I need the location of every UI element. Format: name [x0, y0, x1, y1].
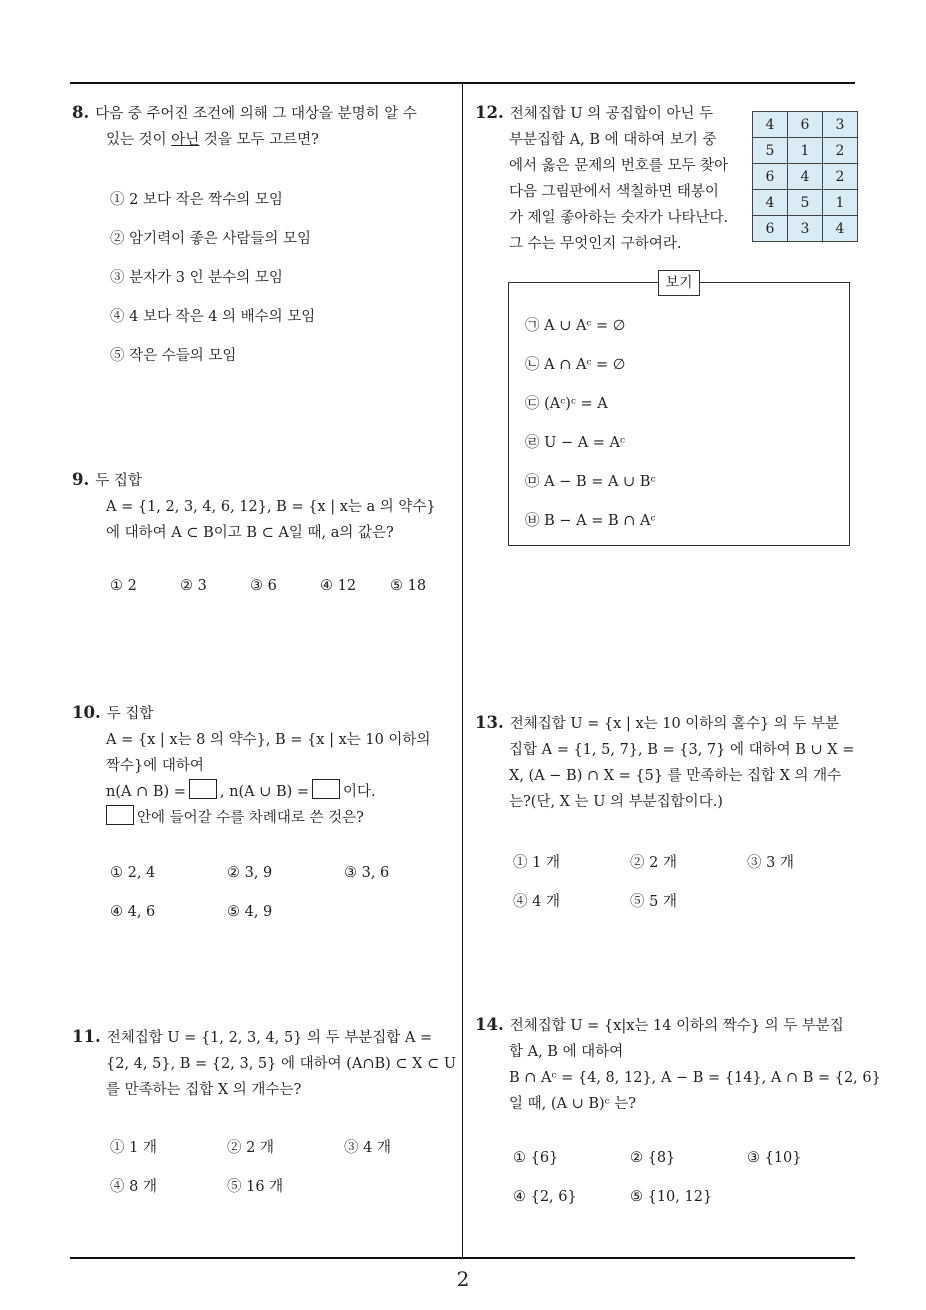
choice-option[interactable]: ② 3 [180, 578, 207, 594]
question-text: 가 제일 좋아하는 숫자가 나타난다. [509, 210, 729, 226]
question-number: 12. [475, 103, 504, 122]
question-14 [475, 1012, 881, 1117]
question-text: 는?(단, X 는 U 의 부분집합이다.) [509, 794, 723, 810]
grid-cell: 4 [788, 164, 823, 190]
question-text: X, (A − B) ∩ X = {5} 를 만족하는 집합 X 의 개수 [509, 768, 842, 784]
grid-cell: 4 [753, 190, 788, 216]
grid-row [753, 216, 858, 242]
grid-cell: 1 [823, 190, 858, 216]
choice-option[interactable]: ② {8} [630, 1150, 676, 1166]
question-text: 전체집합 U = {x|x는 14 이하의 짝수} 의 두 부분집 [509, 1018, 844, 1034]
question-text: 에 대하여 A ⊂ B이고 B ⊂ A일 때, a의 값은? [106, 525, 394, 541]
question-text: 에서 옳은 문제의 번호를 모두 찾아 [509, 158, 729, 174]
bogi-item: ㉥ B − A = B ∩ Aᶜ [525, 513, 656, 529]
choice-option[interactable]: ⑤ 18 [390, 578, 427, 594]
question-9 [72, 467, 458, 546]
question-text: 합 A, B 에 대하여 [509, 1044, 624, 1060]
choice-option[interactable]: ④ 4 보다 작은 4 의 배수의 모임 [110, 309, 316, 325]
grid-row [753, 164, 858, 190]
question-text: B ∩ Aᶜ = {4, 8, 12}, A − B = {14}, A ∩ B = {2, 6} [509, 1070, 881, 1086]
page-number: 2 [456, 1267, 470, 1291]
question-12 [475, 100, 747, 257]
answer-blank-box [312, 779, 340, 799]
grid-cell: 6 [788, 112, 823, 138]
choice-option[interactable]: ③ 4 개 [344, 1140, 391, 1156]
question-number: 14. [475, 1015, 504, 1034]
question-11 [72, 1024, 458, 1103]
choice-option[interactable]: ④ 4, 6 [110, 904, 156, 920]
bogi-item: ㉣ U − A = Aᶜ [525, 435, 626, 451]
choice-option[interactable]: ③ 분자가 3 인 분수의 모임 [110, 270, 283, 286]
grid-cell: 5 [788, 190, 823, 216]
choice-option[interactable]: ① 2 [110, 578, 137, 594]
question-text: 전체집합 U = {x | x는 10 이하의 홀수} 의 두 부분 [509, 716, 840, 732]
choice-option[interactable]: ⑤ 16 개 [227, 1179, 284, 1195]
choice-option[interactable]: ② 2 개 [227, 1140, 274, 1156]
question-text: 다음 그림판에서 색칠하면 태봉이 [509, 184, 719, 200]
question-text: 부분집합 A, B 에 대하여 보기 중 [509, 132, 717, 148]
bogi-title: 보기 [658, 270, 700, 296]
question-13 [475, 710, 861, 815]
grid-cell: 5 [753, 138, 788, 164]
choice-option[interactable]: ② 암기력이 좋은 사람들의 모임 [110, 231, 312, 247]
choice-option[interactable]: ④ 8 개 [110, 1179, 157, 1195]
question-text: 다음 중 주어진 조건에 의해 그 대상을 분명히 알 수 [95, 106, 417, 122]
question-text: 두 집합 [95, 473, 142, 489]
grid-cell: 4 [823, 216, 858, 242]
choice-option[interactable]: ① {6} [513, 1150, 559, 1166]
bottom-rule [70, 1257, 855, 1259]
grid-cell: 3 [823, 112, 858, 138]
choice-option[interactable]: ⑤ 5 개 [630, 894, 677, 910]
question-text: 일 때, (A ∪ B)ᶜ 는? [509, 1096, 637, 1112]
answer-blank-box [189, 779, 217, 799]
underlined-word: 아닌 [171, 132, 200, 148]
choice-option[interactable]: ② 3, 9 [227, 865, 273, 881]
choice-option[interactable]: ③ {10} [747, 1150, 802, 1166]
choice-option[interactable]: ④ 12 [320, 578, 357, 594]
question-text: 전체집합 U = {1, 2, 3, 4, 5} 의 두 부분집합 A = [106, 1030, 433, 1046]
bogi-item: ㉠ A ∪ Aᶜ = ∅ [525, 318, 626, 334]
choice-option[interactable]: ④ 4 개 [513, 894, 560, 910]
question-number: 9. [72, 470, 90, 489]
grid-cell: 1 [788, 138, 823, 164]
grid-cell: 2 [823, 138, 858, 164]
choice-option[interactable]: ③ 3 개 [747, 855, 794, 871]
bogi-box [508, 275, 850, 546]
grid-cell: 2 [823, 164, 858, 190]
choice-option[interactable]: ③ 6 [250, 578, 277, 594]
grid-cell: 3 [788, 216, 823, 242]
question-8: 8. 다음 중 주어진 조건에 의해 그 대상을 분명히 알 수 있는 것이 아닌 것을 모두 고르면? [72, 103, 417, 148]
column-divider [462, 83, 463, 1258]
choice-option[interactable]: ④ {2, 6} [513, 1189, 577, 1205]
choice-option[interactable]: ① 1 개 [110, 1140, 157, 1156]
grid-cell: 4 [753, 112, 788, 138]
question-text: 그 수는 무엇인지 구하여라. [509, 236, 682, 252]
grid-row [753, 138, 858, 164]
choice-option[interactable]: ① 1 개 [513, 855, 560, 871]
question-text: {2, 4, 5}, B = {2, 3, 5} 에 대하여 (A∩B) ⊂ X ⊂ U [106, 1056, 457, 1072]
question-text: 짝수}에 대하여 [106, 758, 204, 774]
number-grid-board [752, 111, 858, 242]
choice-option[interactable]: ⑤ 작은 수들의 모임 [110, 348, 237, 364]
answer-blank-box [106, 805, 134, 825]
question-10: 10. 두 집합 A = {x | x는 8 의 약수}, B = {x | x는 10 이하의 짝수}에 대하여 n(A ∩ B) = , n(A ∪ B) = 이다. 안에 들어갈 수를 차례대로 쓴 것은? [72, 700, 458, 831]
question-text: 를 만족하는 집합 X 의 개수는? [106, 1082, 302, 1098]
question-number: 13. [475, 713, 504, 732]
bogi-item: ㉤ A − B = A ∪ Bᶜ [525, 474, 656, 490]
question-text: A = {x | x는 8 의 약수}, B = {x | x는 10 이하의 [106, 732, 431, 748]
question-text: 집합 A = {1, 5, 7}, B = {3, 7} 에 대하여 B ∪ X = [509, 742, 855, 758]
grid-cell: 6 [753, 216, 788, 242]
question-text: 두 집합 [106, 706, 154, 722]
grid-row [753, 112, 858, 138]
question-number: 8. [72, 103, 90, 122]
choice-option[interactable]: ① 2, 4 [110, 865, 156, 881]
question-number: 10. [72, 703, 101, 722]
choice-option[interactable]: ⑤ 4, 9 [227, 904, 273, 920]
question-number: 11. [72, 1027, 101, 1046]
question-text: 전체집합 U 의 공집합이 아닌 두 [509, 106, 714, 122]
choice-option[interactable]: ⑤ {10, 12} [630, 1189, 713, 1205]
bogi-item: ㉢ (Aᶜ)ᶜ = A [525, 396, 608, 412]
grid-cell: 6 [753, 164, 788, 190]
choice-option[interactable]: ③ 3, 6 [344, 865, 390, 881]
grid-row [753, 190, 858, 216]
bogi-item: ㉡ A ∩ Aᶜ = ∅ [525, 357, 626, 373]
question-text: A = {1, 2, 3, 4, 6, 12}, B = {x | x는 a 의 약수} [106, 499, 436, 515]
choice-option[interactable]: ② 2 개 [630, 855, 677, 871]
choice-option[interactable]: ① 2 보다 작은 짝수의 모임 [110, 192, 283, 208]
